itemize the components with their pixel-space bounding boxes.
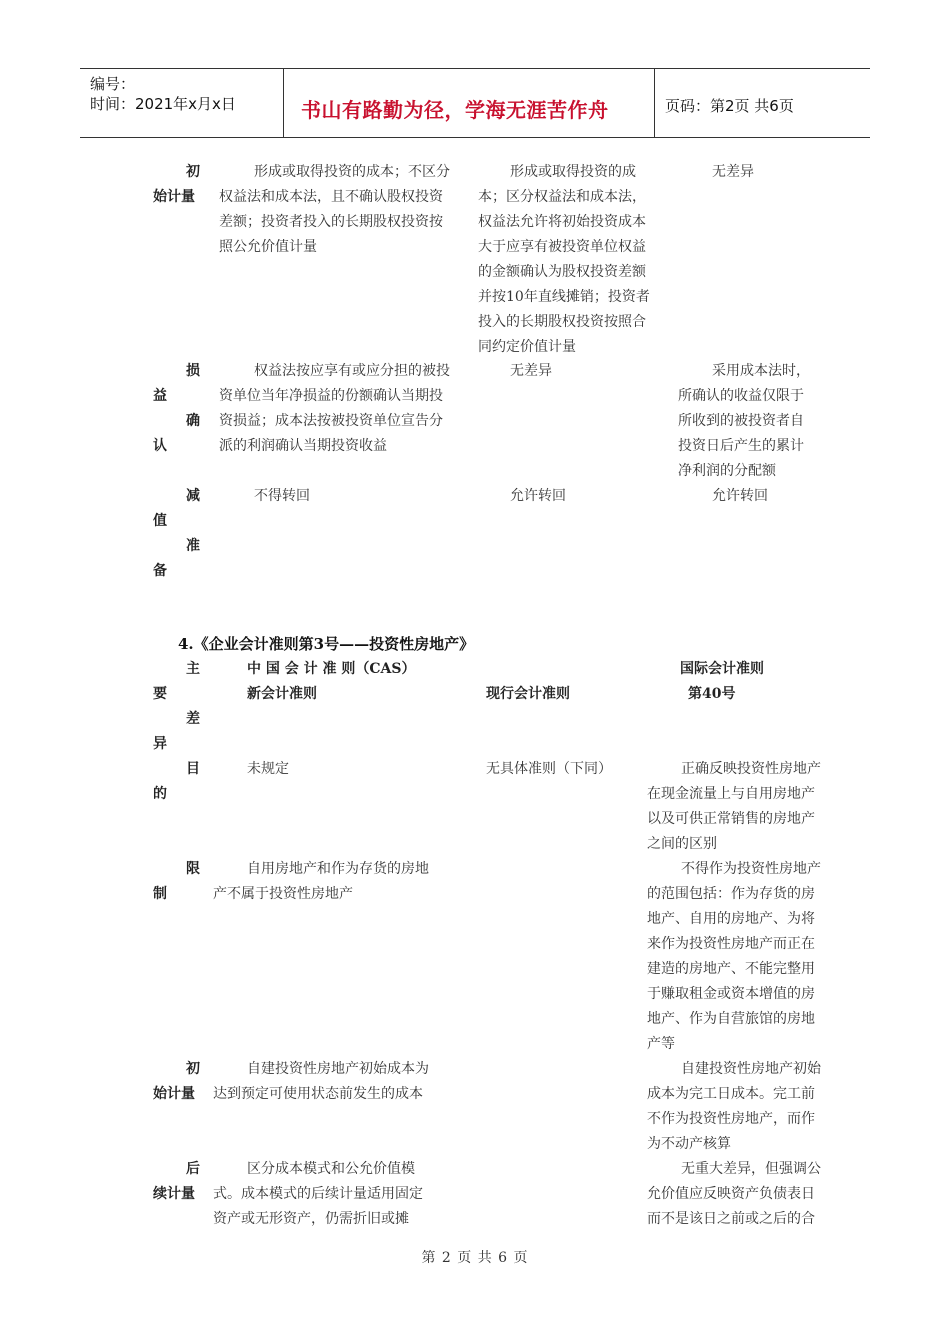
row-label: 认	[153, 438, 167, 454]
cell-text: 不得转回	[254, 488, 310, 504]
cell-text: 投入的长期股权投资按照合	[478, 314, 646, 330]
section-title: 4.《企业会计准则第3号——投资性房地产》	[178, 635, 475, 653]
cell-text: 不作为投资性房地产，而作	[647, 1111, 815, 1127]
cell-text: 式。成本模式的后续计量适用固定	[213, 1186, 423, 1202]
cell-text: 产不属于投资性房地产	[213, 886, 353, 902]
current-standard-header: 现行会计准则	[486, 686, 570, 702]
row-label-initial-1: 初	[186, 164, 200, 180]
cell-text: 同约定价值计量	[478, 339, 576, 355]
cell-text: 的范围包括：作为存货的房	[647, 886, 815, 902]
cell-text: 形成或取得投资的成本；不区分	[254, 164, 450, 180]
header-motto: 书山有路勤为径，学海无涯苦作舟	[301, 98, 609, 122]
row-label-initial-2: 始计量	[153, 189, 195, 205]
row-label: 益	[153, 388, 167, 404]
cell-text: 而不是该日之前或之后的合	[647, 1211, 815, 1227]
ias-header: 国际会计准则	[680, 661, 764, 677]
row-label: 后	[186, 1161, 200, 1177]
cell-text: 自建投资性房地产初始成本为	[247, 1061, 429, 1077]
cell-text: 的金额确认为股权投资差额	[478, 264, 646, 280]
cell-text: 允价值应反映资产负债表日	[647, 1186, 815, 1202]
cell-text: 区分成本模式和公允价值模	[247, 1161, 415, 1177]
cell-text: 资单位当年净损益的份额确认当期投	[219, 388, 443, 404]
new-standard-header: 新会计准则	[247, 686, 317, 702]
header-label: 异	[153, 736, 167, 752]
cell-text: 净利润的分配额	[678, 463, 776, 479]
cell-text: 本；区分权益法和成本法，	[478, 189, 646, 205]
cell-text: 自用房地产和作为存货的房地	[247, 861, 429, 877]
cell-text: 来作为投资性房地产而正在	[647, 936, 815, 952]
cell-text: 未规定	[247, 761, 289, 777]
row-label: 减	[186, 488, 200, 504]
row-label: 确	[186, 413, 200, 429]
cell-text: 地产、作为自营旅馆的房地	[647, 1011, 815, 1027]
header-page-number: 页码：第2页 共6页	[665, 97, 794, 115]
cell-text: 权益法和成本法，且不确认股权投资	[219, 189, 443, 205]
cell-text: 投资日后产生的累计	[678, 438, 804, 454]
header-label: 差	[186, 711, 200, 727]
row-label: 准	[186, 538, 200, 554]
cell-text: 允许转回	[510, 488, 566, 504]
row-label: 的	[153, 786, 167, 802]
cas-header: 中 国 会 计 准 则（CAS）	[247, 661, 416, 677]
cell-text: 资损益；成本法按被投资单位宣告分	[219, 413, 443, 429]
cell-text: 派的利润确认当期投资收益	[219, 438, 387, 454]
cell-text: 在现金流量上与自用房地产	[647, 786, 815, 802]
cell-text: 产等	[647, 1036, 675, 1052]
row-label: 备	[153, 563, 167, 579]
page-header	[80, 68, 870, 138]
cell-text: 成本为完工日成本。完工前	[647, 1086, 815, 1102]
cell-text: 为不动产核算	[647, 1136, 731, 1152]
row-label: 始计量	[153, 1086, 195, 1102]
header-label: 主	[186, 661, 200, 677]
cell-text: 权益法允许将初始投资成本	[478, 214, 646, 230]
header-label: 要	[153, 686, 167, 702]
header-time: 时间：2021年x月x日	[90, 95, 236, 113]
header-number: 编号：	[90, 75, 136, 93]
cell-text: 地产、自用的房地产、为将	[647, 911, 815, 927]
cell-text: 所确认的收益仅限于	[678, 388, 804, 404]
cell-text: 自建投资性房地产初始	[681, 1061, 821, 1077]
cell-text: 权益法按应享有或应分担的被投	[254, 363, 450, 379]
cell-text: 以及可供正常销售的房地产	[647, 811, 815, 827]
page-footer: 第 2 页 共 6 页	[421, 1250, 529, 1266]
cell-text: 不得作为投资性房地产	[681, 861, 821, 877]
cell-text: 之间的区别	[647, 836, 717, 852]
cell-text: 差额；投资者投入的长期股权投资按	[219, 214, 443, 230]
cell-text: 允许转回	[712, 488, 768, 504]
cell-text: 无差异	[510, 363, 552, 379]
row-label: 制	[153, 886, 167, 902]
row-label: 限	[186, 861, 200, 877]
cell-text: 并按10年直线摊销；投资者	[478, 289, 650, 305]
row-label: 初	[186, 1061, 200, 1077]
cell-text: 无具体准则（下同）	[486, 761, 612, 777]
row-label: 目	[186, 761, 200, 777]
cell-text: 形成或取得投资的成	[510, 164, 636, 180]
cell-text: 无重大差异，但强调公	[681, 1161, 821, 1177]
cell-text: 达到预定可使用状态前发生的成本	[213, 1086, 423, 1102]
cell-text: 所收到的被投资者自	[678, 413, 804, 429]
cell-text: 建造的房地产、不能完整用	[647, 961, 815, 977]
row-label: 值	[153, 513, 167, 529]
ias-number-header: 第40号	[688, 686, 736, 702]
cell-text: 无差异	[712, 164, 754, 180]
cell-text: 资产或无形资产，仍需折旧或摊	[213, 1211, 409, 1227]
header-divider	[654, 69, 655, 137]
row-label: 损	[186, 363, 200, 379]
cell-text: 采用成本法时，	[712, 363, 810, 379]
cell-text: 于赚取租金或资本增值的房	[647, 986, 815, 1002]
cell-text: 正确反映投资性房地产	[681, 761, 821, 777]
row-label: 续计量	[153, 1186, 195, 1202]
cell-text: 大于应享有被投资单位权益	[478, 239, 646, 255]
cell-text: 照公允价值计量	[219, 239, 317, 255]
